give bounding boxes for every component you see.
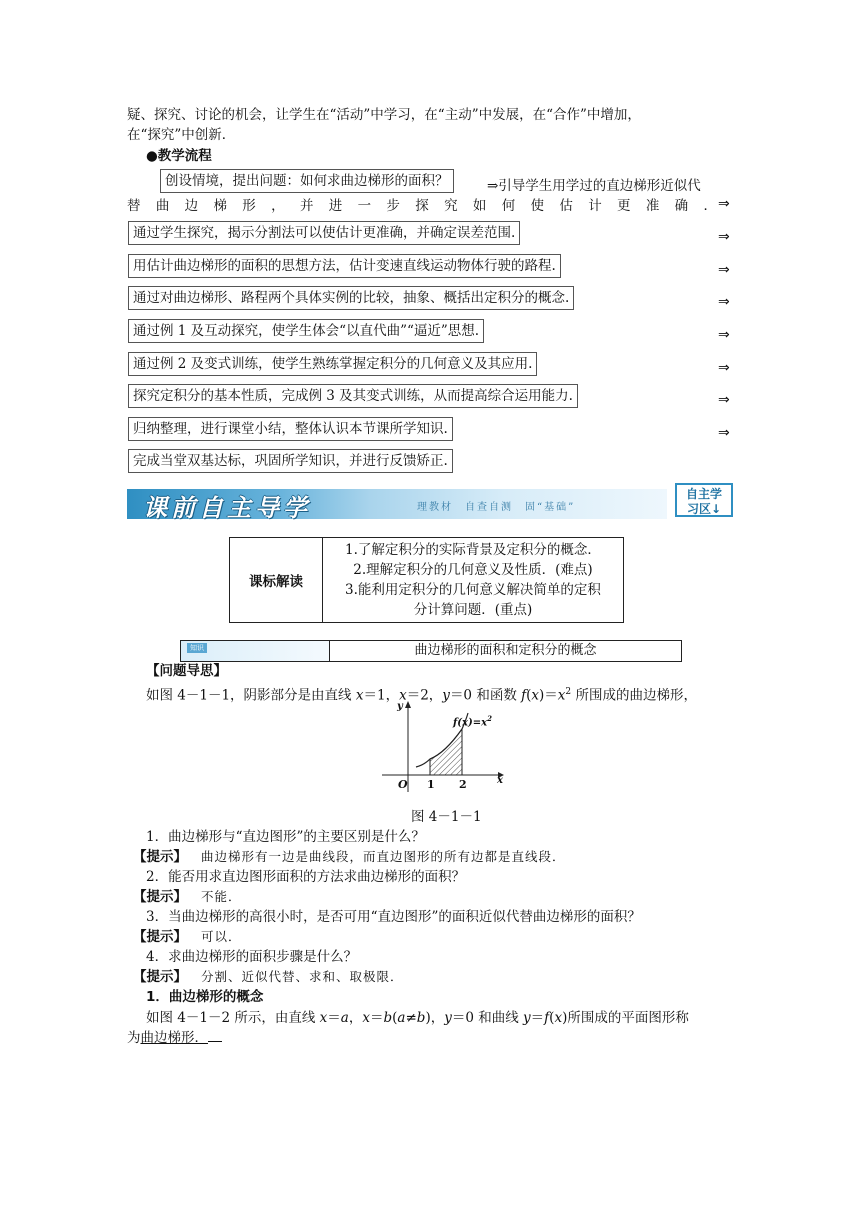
figure-origin: O bbox=[398, 778, 408, 791]
flow-arrow-5: ⇒ bbox=[718, 360, 730, 376]
flow-arrow-7: ⇒ bbox=[718, 425, 730, 441]
flow-step-5: 通过例 2 及变式训练，使学生熟练掌握定积分的几何意义及其应用. bbox=[128, 352, 537, 376]
qa-answer-3: 【提示】 可以． bbox=[133, 929, 242, 945]
term-curved-trapezoid: 曲边梯形． bbox=[140, 1030, 208, 1046]
concept-paragraph-line-2: 为曲边梯形． bbox=[127, 1028, 735, 1048]
flow-arrow-3: ⇒ bbox=[718, 294, 730, 310]
standards-items bbox=[323, 538, 624, 623]
guide-heading: 【问题导思】 bbox=[146, 663, 227, 679]
qa-question-3: 3．当曲边梯形的高很小时，是否可用“直边图形”的面积近似代替曲边梯形的面积？ bbox=[146, 909, 641, 925]
section-header-bar bbox=[180, 640, 682, 662]
standards-item-1: 1.了解定积分的实际背景及定积分的概念． bbox=[345, 542, 601, 558]
flow-step-7: 归纳整理，进行课堂小结，整体认识本节课所学知识. bbox=[128, 417, 453, 441]
standards-item-2: 2.理解定积分的几何意义及性质．(难点) bbox=[353, 562, 593, 578]
intro-line-1: 疑、探究、讨论的机会，让学生在“活动”中学习，在“主动”中发展，在“合作”中增加， bbox=[127, 107, 641, 123]
flow-step-2: 用估计曲边梯形的面积的思想方法，估计变速直线运动物体行驶的路程. bbox=[128, 254, 561, 278]
standards-label: 课标解读 bbox=[230, 538, 323, 623]
qa-question-1: 1．曲边梯形与“直边图形”的主要区别是什么？ bbox=[146, 829, 425, 845]
intro-line-2: 在“探究”中创新． bbox=[127, 127, 236, 143]
figure-axis-x: x bbox=[497, 775, 503, 786]
flow-step-6: 探究定积分的基本性质，完成例 3 及其变式训练，从而提高综合运用能力. bbox=[128, 384, 578, 408]
qa-answer-1: 【提示】 曲边梯形有一边是曲线段，而直边图形的所有边都是直线段． bbox=[133, 849, 566, 865]
flow-arrow-1: ⇒ bbox=[718, 229, 730, 245]
section-tag bbox=[181, 641, 330, 661]
flow-first-box: 创设情境，提出问题：如何求曲边梯形的面积？ bbox=[160, 169, 454, 193]
flow-step-4: 通过例 1 及互动探究，使学生体会“以直代曲”“逼近”思想. bbox=[128, 319, 484, 343]
figure-tick-1: 1 bbox=[427, 778, 435, 791]
standards-table bbox=[229, 537, 624, 623]
flow-arrow-0: ⇒ bbox=[718, 196, 730, 212]
badge-line-2: 习区↓ bbox=[686, 502, 722, 516]
figure-tick-2: 2 bbox=[459, 778, 467, 791]
flow-heading: ●教学流程 bbox=[146, 148, 212, 164]
y-axis-arrow-icon bbox=[405, 701, 411, 708]
section-banner bbox=[127, 483, 736, 520]
banner-title: 课前自主导学 bbox=[143, 493, 311, 522]
concept-paragraph-line-1: 如图 4－1－2 所示，由直线 x＝a，x＝b(a≠b)，y＝0 和曲线 y＝f(x)所围成的平面图形称 bbox=[146, 1010, 689, 1026]
section-title: 曲边梯形的面积和定积分的概念 bbox=[414, 643, 597, 658]
figure-func-label: $f(x)=x^2$ bbox=[453, 714, 492, 729]
badge-line-1: 自主学 bbox=[685, 487, 722, 501]
section-tag-label: 知识 bbox=[187, 643, 207, 653]
standards-item-4: 分计算问题．(重点) bbox=[413, 602, 533, 618]
banner-badge bbox=[675, 483, 733, 517]
concept-heading: 1．曲边梯形的概念 bbox=[146, 989, 264, 1005]
guide-intro: 如图 4－1－1，阴影部分是由直线 x＝1，x＝2，y＝0 和函数 $f(x)=x^2$ 所围成的曲边梯形， bbox=[146, 687, 697, 704]
qa-question-4: 4．求曲边梯形的面积步骤是什么？ bbox=[146, 949, 358, 965]
flow-arrow-2: ⇒ bbox=[718, 262, 730, 278]
figure-axis-y: y bbox=[397, 701, 403, 712]
flow-arrow-4: ⇒ bbox=[718, 327, 730, 343]
banner-subtitle: 理教材 自查自测 固“基础” bbox=[417, 502, 576, 513]
flow-arrow-6: ⇒ bbox=[718, 392, 730, 408]
flow-step-3: 通过对曲边梯形、路程两个具体实例的比较，抽象、概括出定积分的概念. bbox=[128, 286, 574, 310]
flow-step-1: 通过学生探究，揭示分割法可以使估计更准确，并确定误差范围. bbox=[128, 221, 520, 245]
figure-caption: 图 4－1－1 bbox=[411, 809, 482, 825]
qa-question-2: 2．能否用求直边图形面积的方法求曲边梯形的面积？ bbox=[146, 869, 466, 885]
flow-second-line: 替 曲 边 梯 形 ， 并 进 一 步 探 究 如 何 使 估 计 更 准 确 ． bbox=[127, 198, 717, 214]
flow-first-tail: ⇒引导学生用学过的直边梯形近似代 bbox=[487, 178, 701, 194]
qa-answer-4: 【提示】 分割、近似代替、求和、取极限． bbox=[133, 969, 404, 985]
standards-item-3: 3.能利用定积分的几何意义解决简单的定积 bbox=[345, 582, 601, 598]
qa-answer-2: 【提示】 不能． bbox=[133, 889, 242, 905]
flow-step-8: 完成当堂双基达标，巩固所学知识，并进行反馈矫正. bbox=[128, 449, 453, 473]
